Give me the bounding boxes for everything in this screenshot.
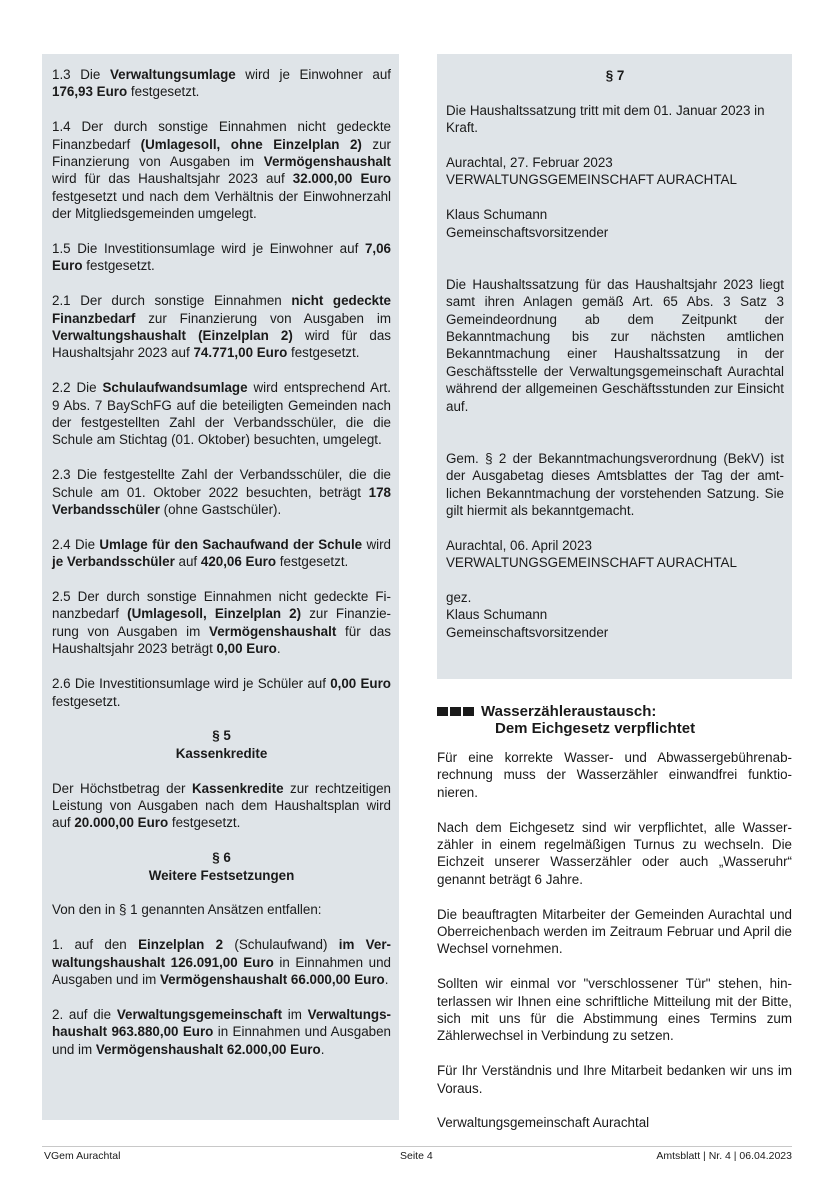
left-column-box — [42, 54, 399, 1120]
article-paragraph-1: Für eine korrekte Wasser- und Abwassergebührenabrechnung muss der Wasserzähler einwandfrei funktionieren. — [437, 750, 792, 800]
paragraph-2-4: 2.4 Die Umlage für den Sachaufwand der Schule wird je Verbandsschüler auf 420,06 Euro festgesetzt. — [52, 536, 391, 570]
section-6-number: § 6 — [212, 850, 231, 866]
article-paragraph-2: Nach dem Eichgesetz sind wir verpflichtet, alle Wasserzähler in einem regelmäßigen Turnus zu wechseln. Die Eichzeit unserer Wasserzähler oder auch „Wasseruhr“ genannt beträgt 6 Jahre. — [437, 819, 792, 887]
section-6-title: Weitere Festsetzungen — [148, 867, 295, 883]
article-paragraph-4: Sollten wir einmal vor "verschlossener Tür" stehen, hinterlassen wir Ihnen eine schriftliche Mitteilung mit der Bitte, sich mit uns für die Abstimmung eines Termins zum Zählerwechsel in Verbindung zu setzen. — [437, 976, 792, 1044]
signer-role-1: Gemeinschaftsvorsitzender — [446, 224, 609, 240]
paragraph-2-6: 2.6 Die Investitionsumlage wird je Schüler auf 0,00 Euro festgesetzt. — [52, 676, 391, 709]
section-5-number: § 5 — [212, 728, 231, 744]
paragraph-section-6-item-1: 1. auf den Einzelplan 2 (Schulaufwand) im Verwaltungshaushalt 126.091,00 Euro in Einnahmen und Ausgaben und im Vermögenshaushalt 66.000,00 Euro. — [52, 937, 391, 987]
footer-left: VGem Aurachtal — [44, 1150, 121, 1162]
paragraph-1-5: 1.5 Die Investitionsumlage wird je Einwohner auf 7,06 Euro festgesetzt. — [52, 241, 391, 274]
article-title-line-2: Dem Eichgesetz verpflichtet — [495, 720, 696, 737]
signer-name-2: Klaus Schumann — [446, 607, 548, 623]
place-date-1: Aurachtal, 27. Februar 2023 — [446, 155, 613, 170]
footer-page-number: Seite 4 — [400, 1150, 433, 1162]
organisation-2: VERWALTUNGSGEMEINSCHAFT AURACHTAL — [446, 555, 737, 571]
article-paragraph-3: Die beauftragten Mitarbeiter der Gemeinden Aurachtal und Oberreichenbach werden im Zeitraum Februar und April die Wechsel vornehmen. — [437, 906, 792, 957]
organisation-1: VERWALTUNGSGEMEINSCHAFT AURACHTAL — [446, 172, 737, 188]
section-7-number: § 7 — [605, 68, 625, 83]
footer-divider — [42, 1146, 792, 1147]
paragraph-section-7: Die Haushaltssatzung tritt mit dem 01. Januar 2023 in Kraft. — [446, 102, 765, 136]
article-title-line-1: Wasserzähleraustausch: — [481, 703, 657, 720]
paragraph-2-3: 2.3 Die festgestellte Zahl der Verbandsschüler, die die Schule am 01. Oktober 2022 besuchten, beträgt 178 Verbandsschüler (ohne Gastschüler). — [52, 467, 391, 518]
paragraph-section-6-item-2: 2. auf die Verwaltungsgemeinschaft im Verwaltungshaushalt 963.880,00 Euro in Einnahmen und Ausgaben und im Vermögenshaushalt 62.000,00 Euro. — [52, 1006, 391, 1057]
paragraph-1-3: 1.3 Die Verwaltungsumlage wird je Einwohner auf 176,93 Euro festgesetzt. — [52, 67, 391, 100]
paragraph-1-4: 1.4 Der durch sonstige Einnahmen nicht gedeckte Finanzbedarf (Umlagesoll, ohne Einzelplan 2) zur Finanzierung von Ausgaben im Vermögenshaushalt wird für das Haushaltsjahr 2023 auf 32.000,00 Euro festgesetzt und nach dem Verhältnis der Einwohnerzahl der Mitgliedsgemeinden umgelegt. — [52, 119, 391, 222]
right-column-box — [437, 54, 792, 679]
place-date-2: Aurachtal, 06. April 2023 — [446, 537, 592, 553]
paragraph-auslegung: Die Haushaltssatzung für das Haushaltsjahr 2023 liegt samt ihren Anlagen gemäß Art. 65 Abs. 3 Satz 3 Gemeindeordnung ab dem Zeitpunkt der Bekanntmachung bis zur nächsten amtlichen Bekanntmachung einer Haushaltssatzung in der Geschäftsstelle der Verwaltungsgemeinschaft Aurachtal während der allgemeinen Geschäftsstunden zur Einsicht auf. — [446, 276, 784, 414]
article-wasserzaehler — [437, 703, 792, 1132]
gez-label: gez. — [446, 590, 472, 606]
paragraph-2-5: 2.5 Der durch sonstige Einnahmen nicht gedeckte Finanzbedarf (Umlagesoll, Einzelplan 2) zur Finanzierung von Ausgaben im Vermögenshaushalt für das Haushaltsjahr 2023 beträgt 0,00 Euro. — [52, 589, 391, 657]
paragraph-section-5: Der Höchstbetrag der Kassenkredite zur rechtzeitigen Leistung von Ausgaben nach dem Haushaltsplan wird auf 20.000,00 Euro festgesetzt. — [52, 780, 391, 831]
section-5-title: Kassenkredite — [175, 745, 268, 761]
paragraph-bekv: Gem. § 2 der Bekanntmachungsverordnung (BekV) ist der Ausgabetag dieses Amtsblattes der Tag der amtlichen Bekanntmachung der vorstehenden Satzung. Sie gilt hiermit als bekanntgemacht. — [446, 450, 784, 519]
signer-role-2: Gemeinschaftsvorsitzender — [446, 624, 609, 640]
article-paragraph-5: Für Ihr Verständnis und Ihre Mitarbeit bedanken wir uns im Voraus. — [437, 1063, 792, 1096]
signer-name-1: Klaus Schumann — [446, 207, 548, 223]
paragraph-2-2: 2.2 Die Schulaufwandsumlage wird entsprechend Art. 9 Abs. 7 BaySchFG auf die beteiligten Gemeinden nach der festgestellten Zahl der Verbandsschüler, die die Schule am Stichtag (01. Oktober) besuchten, umgelegt. — [52, 380, 391, 448]
paragraph-section-6-intro: Von den in § 1 genannten Ansätzen entfallen: — [52, 902, 322, 918]
article-signoff: Verwaltungsgemeinschaft Aurachtal — [437, 1115, 650, 1131]
heading-squares-icon — [437, 707, 474, 716]
paragraph-2-1: 2.1 Der durch sonstige Einnahmen nicht gedeckte Finanzbedarf zur Finanzierung von Ausgaben im Verwaltungshaushalt (Einzelplan 2) wird für das Haushaltsjahr 2023 auf 74.771,00 Euro festgesetzt. — [52, 293, 391, 361]
footer-right: Amtsblatt | Nr. 4 | 06.04.2023 — [656, 1150, 792, 1162]
article-heading — [437, 703, 792, 737]
